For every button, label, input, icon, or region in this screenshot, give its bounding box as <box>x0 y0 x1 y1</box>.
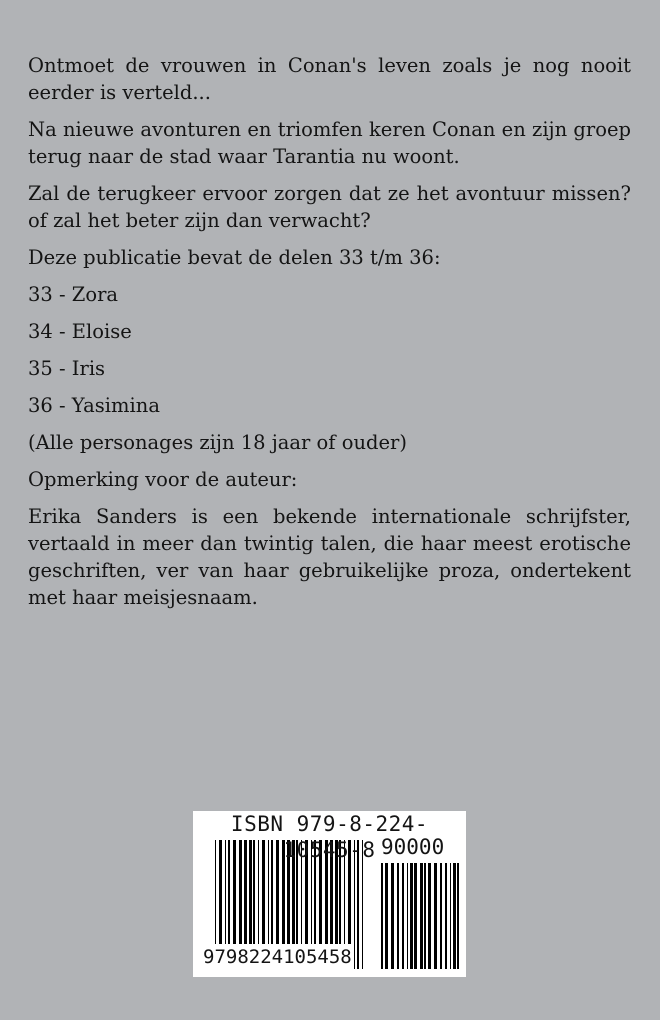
barcode-bar <box>414 863 417 969</box>
isbn-label: ISBN 979-8-224-10545-8 <box>230 812 429 862</box>
ean-digits: 9798224105458 <box>203 946 352 968</box>
question-paragraph: Zal de terugkeer ervoor zorgen dat ze het avontuur missen? of zal het beter zijn dan verwacht? <box>28 182 631 232</box>
barcode-bar <box>434 863 437 969</box>
barcode-bar <box>440 863 442 969</box>
barcode-bar <box>428 863 431 969</box>
barcode-bar <box>450 863 451 969</box>
story-paragraph: Na nieuwe avonturen en triomfen keren Conan en zijn groep terug naar de stad waar Tarantia nu woont. <box>28 118 631 168</box>
author-note-paragraph: Erika Sanders is een bekende internationale schrijfster, vertaald in meer dan twintig talen, die haar meest erotische geschriften, ver van haar gebruikelijke proza, ondertekent met haar meisjesnaam. <box>28 505 631 609</box>
barcode-bar <box>402 863 404 969</box>
barcode-bar <box>385 863 388 969</box>
price-code: 90000 <box>381 835 445 859</box>
barcode-bar <box>407 863 408 969</box>
intro-paragraph: Ontmoet de vrouwen in Conan's leven zoals je nog nooit eerder is verteld... <box>28 54 631 104</box>
author-note-heading: Opmerking voor de auteur: <box>28 468 298 491</box>
barcode-bar <box>457 863 459 969</box>
barcode-bar <box>453 863 456 969</box>
isbn-barcode <box>193 811 466 977</box>
barcode-bar <box>381 863 383 969</box>
volume-item: 36 - Yasimina <box>28 394 160 417</box>
volume-item: 33 - Zora <box>28 283 119 306</box>
barcode-bar <box>445 863 447 969</box>
volume-item: 35 - Iris <box>28 357 106 380</box>
barcode-bar <box>397 863 399 969</box>
barcode-bar <box>420 863 423 969</box>
barcode-bar <box>410 863 413 969</box>
back-cover-text <box>28 52 631 621</box>
age-disclaimer: (Alle personages zijn 18 jaar of ouder) <box>28 431 407 454</box>
barcode-bar <box>391 863 394 969</box>
barcode-bar <box>424 863 426 969</box>
volume-item: 34 - Eloise <box>28 320 132 343</box>
contents-heading: Deze publicatie bevat de delen 33 t/m 36: <box>28 246 441 269</box>
